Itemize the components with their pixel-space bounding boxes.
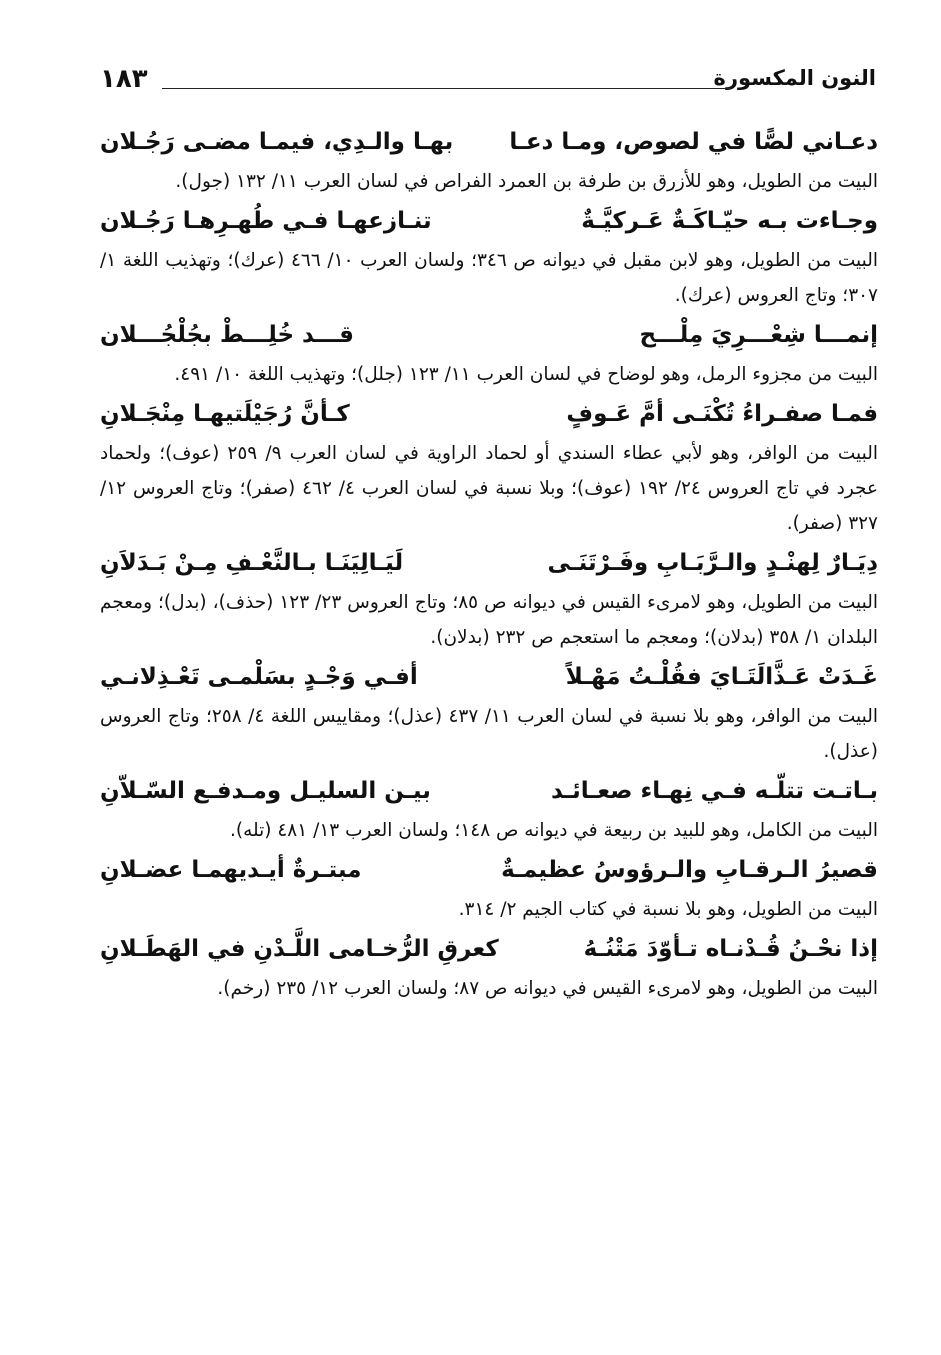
verse-entry xyxy=(100,392,878,541)
verse-note: البيت من الوافر، وهو بلا نسبة في لسان العرب ١١/ ٤٣٧ (عذل)؛ ومقاييس اللغة ٤/ ٢٥٨؛ وتاج العروس (عذل). xyxy=(100,706,878,762)
second-hemistich: بيـن السليـل ومـدفـع السّـلاّنِ xyxy=(100,778,431,804)
verse-note: البيت من الطويل، وهو بلا نسبة في كتاب الجيم ٢/ ٣١٤. xyxy=(458,899,878,920)
verse-entry xyxy=(100,120,878,199)
verse-note: البيت من الطويل، وهو للأزرق بن طرفة بن العمرد الفراص في لسان العرب ١١/ ١٣٢ (جول). xyxy=(175,171,878,192)
second-hemistich: مبتـرةٌ أيـديهمـا عضـلانِ xyxy=(100,857,362,883)
page-header xyxy=(100,64,876,104)
first-hemistich: وجـاءت بـه حيّـاكَـةٌ عَـركيَّـةٌ xyxy=(581,208,878,234)
verse-note: البيت من الطويل، وهو لابن مقبل في ديوانه ص ٣٤٦؛ ولسان العرب ١٠/ ٤٦٦ (عرك)؛ وتهذيب اللغة ١/ ٣٠٧؛ وتاج العروس (عرك). xyxy=(100,250,878,306)
second-hemistich: بهـا والـدِي، فيمـا مضـى رَجُـلان xyxy=(100,129,454,155)
verse-line xyxy=(100,655,878,699)
verse-line xyxy=(100,313,878,357)
header-rule xyxy=(162,88,731,89)
second-hemistich: تنـازعهـا فـي طُهـرِهـا رَجُـلان xyxy=(100,208,432,234)
chapter-title: النون المكسورة xyxy=(713,66,876,90)
first-hemistich: فمـا صفـراءُ تُكْنَـى أمَّ عَـوفٍ xyxy=(566,401,878,427)
first-hemistich: بـاتـت تتلّـه فـي نِهـاء صعـائـد xyxy=(551,778,878,804)
verse-entry xyxy=(100,848,878,927)
first-hemistich: دِيَـارٌ لِهنْـدٍ والـرَّبَـابِ وفَـرْتَنَـى xyxy=(547,550,878,576)
verse-entry xyxy=(100,199,878,313)
verse-line xyxy=(100,199,878,243)
first-hemistich: غَـدَتْ عَـذَّالَتَـايَ فقُلْـتُ مَهْـلاً xyxy=(565,664,878,690)
verse-line xyxy=(100,848,878,892)
second-hemistich: كـأنَّ رُجَيْلَتيهـا مِنْجَـلانِ xyxy=(100,401,350,427)
verse-note: البيت من الطويل، وهو لامرىء القيس في ديوانه ص ٨٧؛ ولسان العرب ١٢/ ٢٣٥ (رخم). xyxy=(217,978,878,999)
verse-entry xyxy=(100,769,878,848)
second-hemistich: لَيَـالِيَنَـا بـالنَّعْـفِ مِـنْ بَـدَلاَنِ xyxy=(100,550,404,576)
verse-entry xyxy=(100,655,878,769)
verse-note: البيت من الطويل، وهو لامرىء القيس في ديوانه ص ٨٥؛ وتاج العروس ٢٣/ ١٢٣ (حذف)، (بدل)؛ ومعجم البلدان ١/ ٣٥٨ (بدلان)؛ ومعجم ما استعجم ص ٢٣٢ (بدلان). xyxy=(100,592,878,648)
verse-entry xyxy=(100,313,878,392)
second-hemistich: قـــد خُلِـــطْ بجُلْجُـــلان xyxy=(100,322,354,348)
verse-entry xyxy=(100,541,878,655)
verse-line xyxy=(100,120,878,164)
first-hemistich: إنمـــا شِعْـــرِيَ مِلْـــح xyxy=(639,322,878,348)
verse-note: البيت من الكامل، وهو للبيد بن ربيعة في ديوانه ص ١٤٨؛ ولسان العرب ١٣/ ٤٨١ (تله). xyxy=(229,820,878,841)
second-hemistich: أفـي وَجْـدٍ بسَلْمـى تَعْـذِلانـي xyxy=(100,664,418,690)
verse-line xyxy=(100,392,878,436)
second-hemistich: كعرقِ الرُّخـامى اللَّـدْنِ في الهَطَـلانِ xyxy=(100,936,499,962)
verse-line xyxy=(100,769,878,813)
first-hemistich: قصيرُ الـرقـابِ والـرؤوسُ عظيمـةٌ xyxy=(501,857,878,883)
verse-entry xyxy=(100,927,878,1006)
verse-note: البيت من مجزوء الرمل، وهو لوضاح في لسان العرب ١١/ ١٢٣ (جلل)؛ وتهذيب اللغة ١٠/ ٤٩١. xyxy=(174,364,878,385)
verse-entries xyxy=(100,120,878,1006)
verse-note: البيت من الوافر، وهو لأبي عطاء السندي أو لحماد الراوية في لسان العرب ٩/ ٢٥٩ (عوف)؛ ولحماد عجرد في تاج العروس ٢٤/ ١٩٢ (عوف)؛ وبلا نسبة في لسان العرب ٤/ ٤٦٢ (صفر)؛ وتاج العروس ١٢/ ٣٢٧ (صفر). xyxy=(100,443,879,534)
verse-line xyxy=(100,541,878,585)
first-hemistich: دعـاني لصًّا في لصوص، ومـا دعـا xyxy=(509,129,878,155)
first-hemistich: إذا نحْـنُ قُـدْنـاه تـأوّدَ مَتْنُـهُ xyxy=(583,936,878,962)
verse-line xyxy=(100,927,878,971)
page-number: ١٨٣ xyxy=(100,64,148,94)
